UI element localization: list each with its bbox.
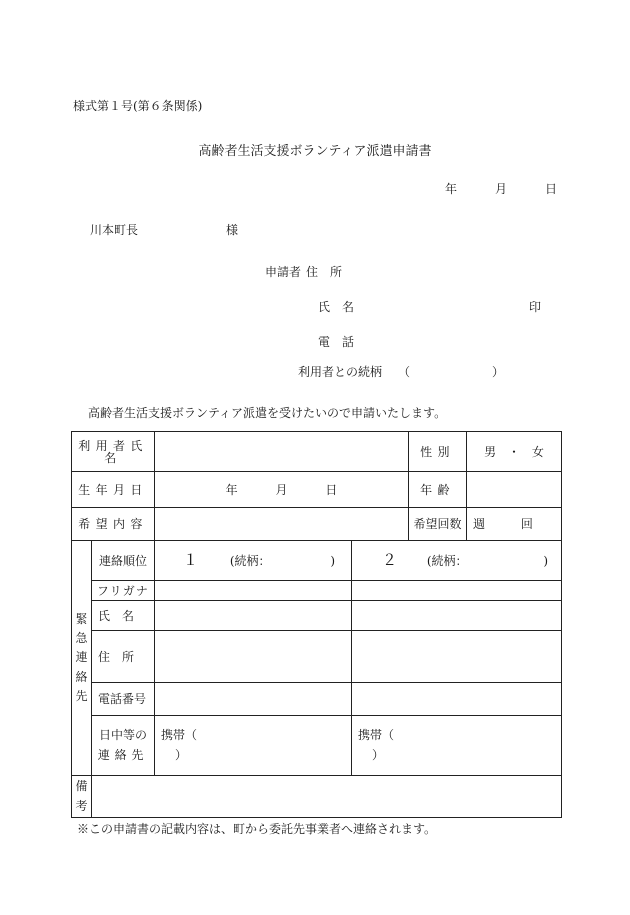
date-year-label: 年 bbox=[445, 182, 458, 196]
dob-year: 年 bbox=[225, 482, 238, 497]
remarks-char-2: 考 bbox=[75, 798, 88, 813]
footnote: ※この申請書の記載内容は、町から委託先事業者へ連絡されます。 bbox=[77, 822, 437, 836]
applicant-address-label: 住 所 bbox=[306, 265, 343, 279]
form-number: 様式第１号(第６条関係) bbox=[73, 99, 203, 113]
contact-address-label: 住 所 bbox=[92, 631, 155, 683]
date-day-label: 日 bbox=[545, 182, 558, 196]
contact2-mobile-label: 携帯（ bbox=[358, 728, 395, 743]
row-user-name bbox=[72, 432, 562, 472]
relation-open-paren: （ bbox=[398, 365, 411, 379]
remarks-label bbox=[72, 776, 92, 818]
dob-month: 月 bbox=[275, 482, 288, 497]
emergency-char-2: 急 bbox=[75, 631, 88, 646]
emergency-char-3: 連 bbox=[75, 650, 88, 665]
freq-week: 週 bbox=[473, 517, 486, 531]
relation-label: 利用者との続柄 bbox=[298, 365, 383, 379]
user-name-field[interactable] bbox=[155, 432, 409, 472]
contact1-phone-field[interactable] bbox=[155, 683, 352, 716]
frequency-field[interactable] bbox=[467, 508, 562, 541]
addressee-honorific: 様 bbox=[226, 223, 239, 237]
row-contact-order bbox=[72, 541, 562, 581]
emergency-char-4: 絡 bbox=[75, 669, 88, 684]
contact2-number: ２ bbox=[382, 551, 398, 569]
contact-phone-label: 電話番号 bbox=[92, 683, 155, 716]
gender-label: 性別 bbox=[409, 432, 467, 472]
dob-label: 生年月日 bbox=[72, 472, 155, 508]
relation-close-paren: ） bbox=[492, 365, 505, 379]
contact-name-label: 氏 名 bbox=[92, 601, 155, 631]
contact2-address-field[interactable] bbox=[352, 631, 562, 683]
gender-female: 女 bbox=[531, 444, 544, 459]
gender-separator: ・ bbox=[508, 444, 521, 459]
contact2-relation-close: ) bbox=[543, 554, 549, 568]
application-statement: 高齢者生活支援ボランティア派遣を受けたいので申請いたします。 bbox=[88, 406, 447, 420]
applicant-label: 申請者 bbox=[265, 265, 302, 279]
freq-times: 回 bbox=[520, 517, 533, 531]
contact1-relation: (続柄： bbox=[229, 554, 271, 568]
row-remarks bbox=[72, 776, 562, 818]
emergency-char-1: 緊 bbox=[75, 612, 88, 627]
request-label: 希望内容 bbox=[72, 508, 155, 541]
contact1-furigana-field[interactable] bbox=[155, 581, 352, 601]
daytime-label-line1: 日中等の bbox=[99, 728, 148, 743]
contact1-mobile-field[interactable] bbox=[155, 716, 352, 776]
applicant-phone-label: 電 話 bbox=[318, 335, 355, 349]
gender-field[interactable] bbox=[467, 432, 562, 472]
emergency-contact-label bbox=[72, 541, 92, 776]
furigana-label: フリガナ bbox=[92, 581, 155, 601]
row-request bbox=[72, 508, 562, 541]
remarks-char-1: 備 bbox=[75, 779, 88, 794]
applicant-name-label: 氏 名 bbox=[318, 300, 355, 314]
age-label: 年齢 bbox=[409, 472, 467, 508]
gender-male: 男 bbox=[484, 444, 497, 459]
daytime-label-line2: 連絡先 bbox=[97, 747, 149, 762]
row-daytime-contact bbox=[72, 716, 562, 776]
user-name-label: 利用者氏名 bbox=[72, 432, 155, 472]
contact2-relation: (続柄： bbox=[426, 554, 468, 568]
dob-day: 日 bbox=[325, 482, 338, 497]
contact1-order-field[interactable] bbox=[155, 541, 352, 581]
seal-mark: 印 bbox=[529, 300, 542, 314]
row-contact-address bbox=[72, 631, 562, 683]
date-month-label: 月 bbox=[495, 182, 508, 196]
contact1-mobile-label: 携帯（ bbox=[161, 728, 198, 743]
contact2-mobile-field[interactable] bbox=[352, 716, 562, 776]
remarks-field[interactable] bbox=[92, 776, 562, 818]
row-contact-phone bbox=[72, 683, 562, 716]
emergency-char-5: 先 bbox=[75, 688, 88, 703]
request-field[interactable] bbox=[155, 508, 409, 541]
contact1-address-field[interactable] bbox=[155, 631, 352, 683]
dob-field[interactable] bbox=[155, 472, 409, 508]
contact1-relation-close: ) bbox=[330, 554, 336, 568]
contact2-phone-field[interactable] bbox=[352, 683, 562, 716]
addressee-name: 川本町長 bbox=[90, 223, 139, 237]
contact2-furigana-field[interactable] bbox=[352, 581, 562, 601]
form-title: 高齢者生活支援ボランティア派遣申請書 bbox=[198, 144, 432, 159]
contact1-name-field[interactable] bbox=[155, 601, 352, 631]
row-contact-name bbox=[72, 601, 562, 631]
row-dob bbox=[72, 472, 562, 508]
contact2-mobile-close: ） bbox=[372, 747, 385, 762]
contact1-mobile-close: ） bbox=[175, 747, 188, 762]
daytime-contact-label bbox=[92, 716, 155, 776]
contact2-name-field[interactable] bbox=[352, 601, 562, 631]
frequency-label: 希望回数 bbox=[409, 508, 467, 541]
row-furigana bbox=[72, 581, 562, 601]
contact-order-label: 連絡順位 bbox=[92, 541, 155, 581]
age-field[interactable] bbox=[467, 472, 562, 508]
contact2-order-field[interactable] bbox=[352, 541, 562, 581]
contact1-number: １ bbox=[183, 551, 199, 569]
application-table bbox=[71, 431, 562, 818]
